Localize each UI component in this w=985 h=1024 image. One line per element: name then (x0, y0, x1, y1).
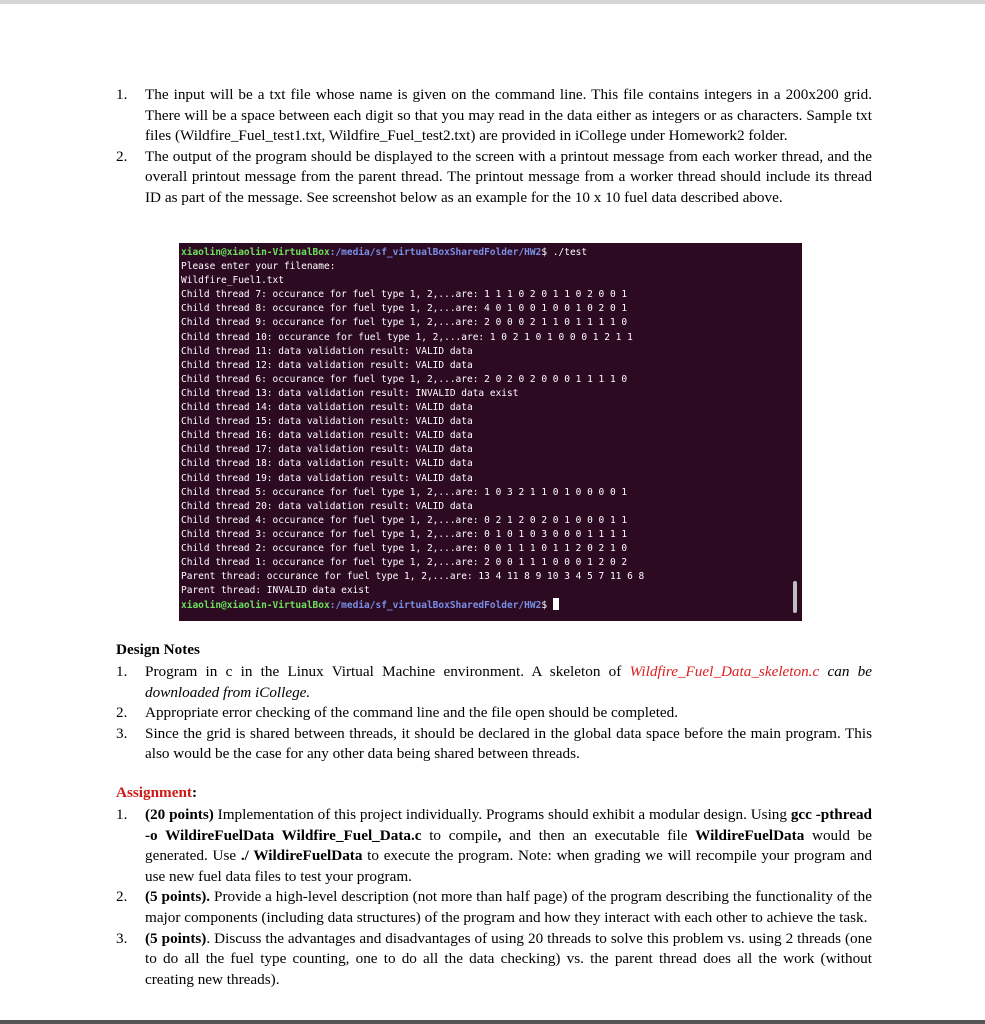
terminal-line: Child thread 9: occurance for fuel type 1, 2,...are: 2 0 0 0 2 1 1 0 1 1 1 1 0 (181, 317, 628, 329)
terminal-line: Child thread 17: data validation result: VALID data (181, 444, 473, 456)
list-number: 2. (116, 888, 128, 906)
prompt-path: :/media/sf_virtualBoxSharedFolder/HW2 (329, 600, 542, 612)
list-number: 3. (116, 929, 128, 947)
page-bottom-border (0, 1020, 985, 1024)
list-number: 2. (116, 704, 128, 722)
design-notes-heading: Design Notes (116, 641, 200, 658)
skeleton-file-link[interactable]: Wildfire_Fuel_Data_skeleton.c (629, 663, 820, 680)
terminal-output (179, 260, 802, 598)
design-note-tail: can be downloaded from iCollege. (145, 663, 872, 701)
points: (5 points). (145, 888, 211, 906)
terminal-line: Child thread 12: data validation result: VALID data (181, 359, 473, 371)
terminal-line: Parent thread: occurance for fuel type 1, 2,...are: 13 4 11 8 9 10 3 4 5 7 11 6 8 (181, 571, 645, 583)
list-number: 1. (116, 86, 128, 103)
assignment-list (0, 805, 985, 990)
design-note-text: Since the grid is shared between threads, it should be declared in the global data space before the main program. This also would be the case for any other data being shared between threads. (145, 724, 872, 763)
prompt-user: xiaolin@xiaolin-VirtualBox (181, 600, 330, 612)
terminal-line: Child thread 1: occurance for fuel type 1, 2,...are: 2 0 0 1 1 1 0 0 0 1 2 0 2 (181, 557, 628, 569)
assignment-text: . Discuss the advantages and disadvantages of using 20 threads to solve this problem vs. using 2 threads (one to do all the fuel type counting, one to do all the data checking) vs. the parent thread does all the work (without creating new threads). (145, 929, 872, 988)
design-note-text: Appropriate error checking of the command line and the file open should be completed. (145, 704, 679, 722)
terminal-line: Child thread 15: data validation result: VALID data (181, 416, 473, 428)
points: (20 points) (145, 806, 214, 823)
assignment-item-3 (0, 929, 872, 991)
intro-text: The output of the program should be displayed to the screen with a printout message from each worker thread, and the overall printout message from the parent thread. The printout message from a worker thread should include its thread ID as part of the message. See screenshot below as an example for the 10 x 10 fuel data described above. (145, 147, 872, 206)
assignment-heading (116, 784, 197, 802)
assignment-item-1 (0, 805, 872, 887)
terminal-line: Parent thread: INVALID data exist (181, 585, 370, 597)
assignment-title: Assignment (116, 784, 192, 801)
terminal-command-line (179, 246, 802, 260)
terminal-final-prompt (179, 598, 802, 612)
points: (5 points) (145, 929, 207, 947)
list-number: 3. (116, 724, 128, 742)
assignment-text: Provide a high-level description (not more than half page) of the program describing the functionality of the major components (including data structures) of the program and how they interact with each other to achieve the task. (145, 888, 872, 926)
prompt-user: xiaolin@xiaolin-VirtualBox (181, 247, 330, 258)
intro-text: The input will be a txt file whose name is given on the command line. This file contains integers in a 200x200 grid. There will be a space between each digit so that you may read in the data either as integers or as characters. Sample txt files (Wildfire_Fuel_test1.txt, Wildfire_Fuel_test2.txt) are provided in iCollege under Homework2 folder. (145, 86, 872, 145)
assignment-text: to compile (421, 826, 498, 844)
design-note-item-3 (0, 724, 872, 765)
assignment-colon: : (191, 784, 198, 801)
assignment-text: and then an executable file (501, 826, 696, 844)
prompt-path: :/media/sf_virtualBoxSharedFolder/HW2 (329, 247, 542, 258)
executable-name: WildireFuelData (695, 826, 805, 844)
terminal-line: Child thread 6: occurance for fuel type 1, 2,...are: 2 0 2 0 2 0 0 0 1 1 1 1 0 (181, 373, 628, 385)
terminal-line: Child thread 8: occurance for fuel type 1, 2,...are: 4 0 1 0 0 1 0 0 1 0 2 0 1 (181, 303, 628, 315)
terminal-line: Child thread 10: occurance for fuel type 1, 2,...are: 1 0 2 1 0 1 0 0 0 1 2 1 1 (181, 331, 633, 343)
list-number: 2. (116, 147, 128, 165)
assignment-text: Implementation of this project individually. Programs should exhibit a modular design. Using (213, 806, 791, 823)
terminal-line: Child thread 3: occurance for fuel type 1, 2,...are: 0 1 0 1 0 3 0 0 0 1 1 1 1 (181, 528, 628, 540)
design-note-text: Program in c in the Linux Virtual Machine environment. A skeleton of (145, 663, 630, 680)
terminal-line: Child thread 13: data validation result: INVALID data exist (181, 387, 519, 399)
assignment-text: would be generated. Use (145, 826, 872, 865)
terminal-line: Child thread 20: data validation result: VALID data (181, 500, 473, 512)
page-top-border (0, 0, 985, 4)
terminal-line: Child thread 18: data validation result: VALID data (181, 458, 473, 470)
terminal-line: Please enter your filename: (181, 261, 336, 273)
list-number: 1. (116, 663, 128, 680)
list-number: 1. (116, 806, 128, 823)
prompt-suffix: $ (541, 600, 553, 612)
assignment-text: to execute the program. Note: when grading we will recompile your program and use new fuel data files to test your program. (145, 847, 872, 885)
compile-command: gcc -pthread -o WildireFuelData Wildfire_Fuel_Data.c (145, 806, 872, 844)
design-note-item-1 (0, 662, 872, 703)
terminal-line: Child thread 7: occurance for fuel type 1, 2,...are: 1 1 1 0 2 0 1 1 0 2 0 0 1 (181, 289, 628, 301)
terminal-scrollbar[interactable] (793, 581, 797, 613)
terminal-line: Child thread 19: data validation result: VALID data (181, 472, 473, 484)
design-notes-list (0, 662, 985, 765)
terminal-line: Child thread 5: occurance for fuel type 1, 2,...are: 1 0 3 2 1 1 0 1 0 0 0 0 1 (181, 486, 628, 498)
terminal-screenshot (179, 243, 802, 621)
terminal-line: Child thread 14: data validation result: VALID data (181, 402, 473, 414)
terminal-line: Child thread 11: data validation result: VALID data (181, 345, 473, 357)
assignment-item-2 (0, 887, 872, 928)
terminal-line: Child thread 4: occurance for fuel type 1, 2,...are: 0 2 1 2 0 2 0 1 0 0 0 1 1 (181, 514, 628, 526)
comma: , (497, 826, 502, 844)
design-note-item-2 (0, 703, 872, 724)
terminal-command: $ ./test (541, 247, 588, 258)
cursor-block (553, 598, 559, 610)
intro-list (0, 85, 985, 209)
run-command: ./ WildireFuelData (240, 847, 363, 865)
terminal-line: Child thread 16: data validation result: VALID data (181, 430, 473, 442)
intro-item-2 (0, 147, 872, 209)
terminal-line: Wildfire_Fuel1.txt (181, 275, 284, 287)
terminal-line: Child thread 2: occurance for fuel type 1, 2,...are: 0 0 1 1 1 0 1 1 2 0 2 1 0 (181, 542, 628, 554)
intro-item-1 (0, 85, 872, 147)
